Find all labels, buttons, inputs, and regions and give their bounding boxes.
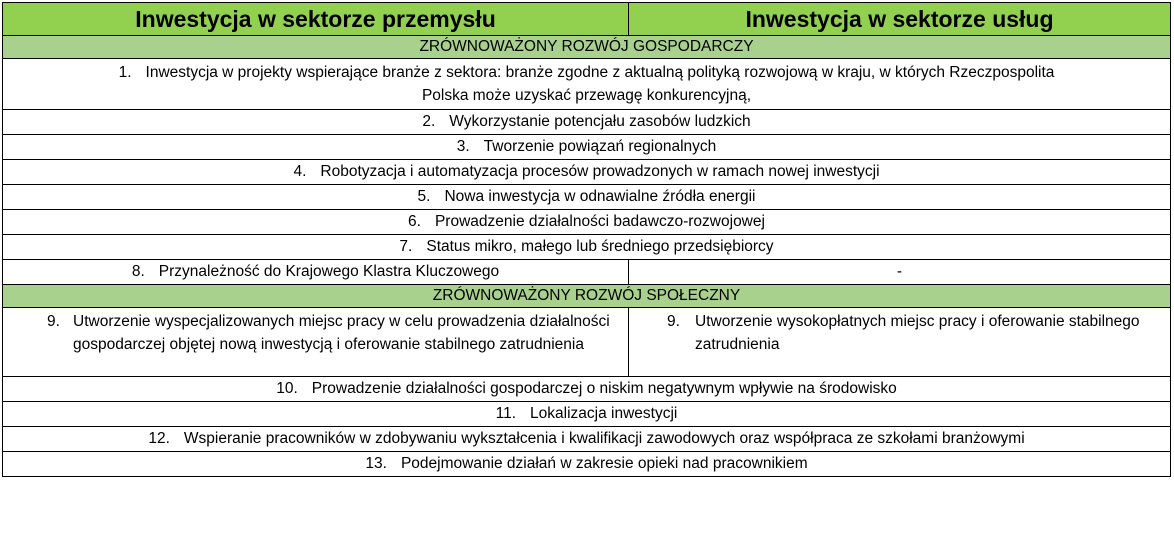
criterion-4: 4. Robotyzacja i automatyzacja procesów prowadzonych w ramach nowej inwestycji	[3, 160, 1171, 185]
table-row	[3, 402, 1171, 427]
table-row	[3, 260, 1171, 285]
criterion-1	[3, 59, 1171, 110]
section-row-social	[3, 285, 1171, 308]
table-row	[3, 452, 1171, 477]
criterion-5: 5. Nowa inwestycja w odnawialne źródła energii	[3, 185, 1171, 210]
table-row	[3, 135, 1171, 160]
header-industry: Inwestycja w sektorze przemysłu	[3, 3, 629, 36]
criterion-12: 12. Wspieranie pracowników w zdobywaniu wykształcenia i kwalifikacji zawodowych oraz współpraca ze szkołami branżowymi	[3, 427, 1171, 452]
table-row	[3, 377, 1171, 402]
criterion-9-services: 9. Utworzenie wysokopłatnych miejsc pracy i oferowanie stabilnego zatrudnienia	[629, 308, 1171, 377]
table-row	[3, 427, 1171, 452]
criterion-7: 7. Status mikro, małego lub średniego przedsiębiorcy	[3, 235, 1171, 260]
criterion-9-industry: 9. Utworzenie wyspecjalizowanych miejsc pracy w celu prowadzenia działalności gospodarczej objętej nową inwestycją i oferowanie stabilnego zatrudnienia	[3, 308, 629, 377]
criteria-table-wrapper	[2, 2, 1170, 477]
criterion-13: 13. Podejmowanie działań w zakresie opieki nad pracownikiem	[3, 452, 1171, 477]
criterion-11: 11. Lokalizacja inwestycji	[3, 402, 1171, 427]
table-row	[3, 308, 1171, 377]
table-row	[3, 160, 1171, 185]
table-row	[3, 185, 1171, 210]
criterion-10: 10. Prowadzenie działalności gospodarczej o niskim negatywnym wpływie na środowisko	[3, 377, 1171, 402]
table-row	[3, 110, 1171, 135]
criterion-1-line1: 1. Inwestycja w projekty wspierające branże z sektora: branże zgodne z aktualną polityką rozwojową w kraju, w których Rzeczpospolita	[118, 64, 1055, 81]
table-row	[3, 235, 1171, 260]
header-services: Inwestycja w sektorze usług	[629, 3, 1171, 36]
header-row	[3, 3, 1171, 36]
section-social-development: ZRÓWNOWAŻONY ROZWÓJ SPOŁECZNY	[3, 285, 1171, 308]
criterion-8-industry: 8. Przynależność do Krajowego Klastra Kluczowego	[3, 260, 629, 285]
criterion-8-services: -	[629, 260, 1171, 285]
table-row	[3, 59, 1171, 110]
table-row	[3, 210, 1171, 235]
section-row-economic	[3, 36, 1171, 59]
criterion-3: 3. Tworzenie powiązań regionalnych	[3, 135, 1171, 160]
criterion-1-line2: Polska może uzyskać przewagę konkurencyjną,	[421, 87, 752, 104]
criteria-table	[2, 2, 1171, 477]
criterion-2: 2. Wykorzystanie potencjału zasobów ludzkich	[3, 110, 1171, 135]
section-economic-development: ZRÓWNOWAŻONY ROZWÓJ GOSPODARCZY	[3, 36, 1171, 59]
criterion-6: 6. Prowadzenie działalności badawczo-rozwojowej	[3, 210, 1171, 235]
